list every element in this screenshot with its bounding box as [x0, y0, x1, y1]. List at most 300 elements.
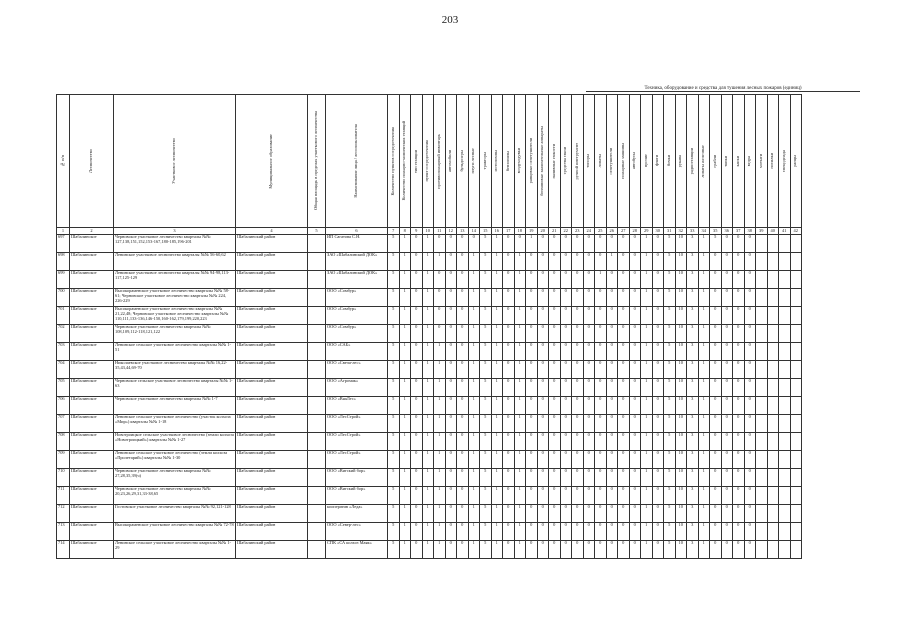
cell-value: 0	[721, 415, 733, 433]
cell-value	[790, 397, 802, 415]
cell-value: 1	[641, 487, 653, 505]
cell-district: Черновское сельское участковое лесничество кварталы №№ 1-63	[114, 379, 236, 397]
cell-value: 0	[595, 505, 607, 523]
cell-district: Ленинское сельское участковое лесничество (земли колхоза «Пролетарий») кварталы №№ 1-30	[114, 451, 236, 469]
cell-value: 0	[572, 343, 584, 361]
cell-no: 710	[57, 469, 70, 487]
cell-value: 0	[537, 235, 549, 253]
cell-value: 0	[572, 541, 584, 559]
cell-value: 5	[664, 433, 676, 451]
cell-value: 1	[491, 397, 503, 415]
cell-value: 0	[526, 541, 538, 559]
cell-value: 1	[468, 289, 480, 307]
cell-value: 0	[721, 235, 733, 253]
column-header	[445, 95, 457, 228]
cell-value: 1	[399, 253, 411, 271]
cell-value: 5	[664, 505, 676, 523]
cell-forestry: Шабалинское	[70, 487, 114, 505]
cell-value: 1	[641, 523, 653, 541]
cell-value: 0	[560, 505, 572, 523]
cell-value: 0	[526, 469, 538, 487]
column-number: 32	[675, 228, 687, 235]
cell-value	[779, 253, 791, 271]
column-header-label: воздуходувки	[516, 148, 522, 174]
cell-value: 1	[641, 451, 653, 469]
cell-value	[767, 343, 779, 361]
cell-value	[767, 433, 779, 451]
cell-value: 0	[526, 271, 538, 289]
column-number: 19	[526, 228, 538, 235]
cell-value: 0	[572, 235, 584, 253]
column-header	[514, 95, 526, 228]
column-number: 5	[308, 228, 326, 235]
table-row	[57, 415, 802, 433]
cell-value	[779, 271, 791, 289]
table-row	[57, 235, 802, 253]
cell-value: 0	[606, 505, 618, 523]
cell-value: 5	[480, 487, 492, 505]
cell-value: 1	[514, 343, 526, 361]
cell-value: 1	[468, 469, 480, 487]
cell-value: 0	[710, 343, 722, 361]
cell-value: 1	[698, 523, 710, 541]
column-header	[326, 95, 388, 228]
column-header	[779, 95, 791, 228]
cell-value: 1	[641, 289, 653, 307]
column-header-label: лопаты	[596, 154, 602, 168]
cell-value: 10	[675, 433, 687, 451]
cell-value: 5	[664, 361, 676, 379]
cell-value: 0	[618, 361, 630, 379]
cell-value: 0	[537, 343, 549, 361]
cell-value: 0	[560, 325, 572, 343]
cell-district: Высокораменское участковое лесничество кварталы №№ 72-78	[114, 523, 236, 541]
cell-no: 714	[57, 541, 70, 559]
cell-value: 0	[572, 271, 584, 289]
cell-value: 1	[514, 451, 526, 469]
cell-value: 0	[606, 415, 618, 433]
cell-value: 0	[710, 523, 722, 541]
cell-value: 0	[618, 505, 630, 523]
cell-value: 0	[526, 379, 538, 397]
column-header-label: противопожарный инвентарь	[435, 133, 441, 189]
column-header-label: плуги лесные	[470, 148, 476, 174]
cell-value: 0	[434, 271, 446, 289]
cell-value: 0	[445, 451, 457, 469]
cell-value: 0	[514, 235, 526, 253]
cell-value: 1	[491, 235, 503, 253]
cell-value: 1	[468, 253, 480, 271]
cell-value: 1	[491, 307, 503, 325]
cell-value: 1	[698, 487, 710, 505]
cell-value: 0	[583, 415, 595, 433]
cell-value: 0	[537, 469, 549, 487]
cell-value: 1	[399, 505, 411, 523]
cell-value: 1	[491, 343, 503, 361]
cell-value: 0	[629, 379, 641, 397]
cell-value: 0	[721, 505, 733, 523]
cell-value: 1	[641, 235, 653, 253]
cell-value: 0	[526, 487, 538, 505]
cell-value: 0	[710, 361, 722, 379]
cell-value: 0	[549, 343, 561, 361]
cell-value: 0	[445, 487, 457, 505]
cell-value: 0	[445, 289, 457, 307]
cell-value: 0	[744, 325, 756, 343]
cell-value	[756, 541, 768, 559]
cell-value: 0	[744, 253, 756, 271]
cell-value: 0	[618, 307, 630, 325]
cell-value: 5	[388, 379, 400, 397]
cell-value: 5	[664, 541, 676, 559]
column-number: 13	[457, 228, 469, 235]
column-header	[618, 95, 630, 228]
cell-value: 1	[514, 379, 526, 397]
cell-value: 1	[434, 469, 446, 487]
cell-value: 0	[618, 253, 630, 271]
cell-value: 0	[549, 325, 561, 343]
cell-value	[790, 307, 802, 325]
cell-value: 0	[629, 361, 641, 379]
column-number: 35	[710, 228, 722, 235]
cell-value: 1	[399, 433, 411, 451]
column-number: 31	[664, 228, 676, 235]
cell-value	[767, 469, 779, 487]
cell-value: 0	[457, 487, 469, 505]
column-header	[236, 95, 308, 228]
cell-district: Высокораменское участковое лесничество кварталы №№ 21,22,48; Черновское участковое лесничество кварталы №№ 110,111,133-136,146-150,160-162,179,199,220,223	[114, 307, 236, 325]
cell-value: 0	[618, 541, 630, 559]
cell-value: 1	[641, 505, 653, 523]
cell-value: 0	[744, 505, 756, 523]
cell-value: 1	[514, 271, 526, 289]
cell-value: 0	[721, 361, 733, 379]
cell-value: 1	[422, 325, 434, 343]
cell-value	[790, 415, 802, 433]
cell-value: 3	[687, 343, 699, 361]
cell-value: 0	[595, 343, 607, 361]
cell-value: 1	[514, 289, 526, 307]
cell-value: 0	[457, 541, 469, 559]
cell-user: ООО «Свеча-лес»	[326, 361, 388, 379]
cell-value: 3	[687, 451, 699, 469]
column-number: 42	[790, 228, 802, 235]
cell-value: 1	[399, 289, 411, 307]
cell-value	[790, 325, 802, 343]
cell-municipality: Шабалинский район	[236, 505, 308, 523]
cell-value: 1	[434, 343, 446, 361]
cell-value: 1	[468, 271, 480, 289]
table-row	[57, 307, 802, 325]
column-header-label: бульдозеры	[458, 150, 464, 172]
cell-value	[767, 325, 779, 343]
cell-user: ООО «Сомбур»	[326, 289, 388, 307]
cell-municipality: Шабалинский район	[236, 415, 308, 433]
cell-value: 1	[422, 379, 434, 397]
column-header-label: мотопомпы	[493, 150, 499, 172]
cell-value: 5	[664, 487, 676, 505]
cell-value: 5	[480, 415, 492, 433]
column-number: 36	[721, 228, 733, 235]
cell-value: 1	[468, 397, 480, 415]
cell-value: 0	[733, 415, 745, 433]
cell-value: 1	[641, 541, 653, 559]
cell-value: 1	[698, 397, 710, 415]
cell-value: 0	[411, 505, 423, 523]
cell-value: 1	[491, 541, 503, 559]
cell-no: 704	[57, 361, 70, 379]
cell-value: 5	[388, 433, 400, 451]
cell-value: 0	[606, 289, 618, 307]
cell-value: 0	[526, 397, 538, 415]
cell-value: 1	[491, 469, 503, 487]
cell-value: 10	[675, 253, 687, 271]
cell-user: ООО «ВяаЛес»	[326, 397, 388, 415]
cell-value: 1	[491, 523, 503, 541]
column-number: 24	[583, 228, 595, 235]
cell-value: 1	[698, 307, 710, 325]
cell-value: 5	[664, 397, 676, 415]
column-header	[308, 95, 326, 228]
cell-value: 1	[698, 235, 710, 253]
column-header	[434, 95, 446, 228]
cell-value: 5	[388, 487, 400, 505]
column-header	[733, 95, 745, 228]
cell-municipality: Шабалинский район	[236, 433, 308, 451]
cell-user: ЗАО «Шабалинский ДОК»	[326, 253, 388, 271]
cell-area	[308, 235, 326, 253]
cell-value: 0	[733, 379, 745, 397]
column-header-label: бензиновые зажигательные аппараты	[539, 126, 545, 196]
column-header	[721, 95, 733, 228]
cell-value	[790, 523, 802, 541]
cell-user: СПК «СА колхоз Маяк»	[326, 541, 388, 559]
column-header	[422, 95, 434, 228]
column-header-label: тяпки	[723, 155, 729, 167]
cell-value: 5	[664, 271, 676, 289]
column-header-label: мотыги	[757, 154, 763, 168]
cell-value: 1	[468, 541, 480, 559]
cell-value: 0	[595, 415, 607, 433]
cell-value: 0	[560, 289, 572, 307]
cell-value: 0	[503, 271, 515, 289]
cell-value: 0	[583, 469, 595, 487]
cell-value: 0	[549, 433, 561, 451]
cell-value: 1	[698, 253, 710, 271]
cell-value: 0	[606, 379, 618, 397]
table-row	[57, 505, 802, 523]
cell-value: 1	[422, 397, 434, 415]
column-header	[756, 95, 768, 228]
cell-value: 0	[537, 325, 549, 343]
cell-user: ООО «ЛесСтрой»	[326, 433, 388, 451]
cell-value: 10	[675, 487, 687, 505]
cell-value: 1	[434, 379, 446, 397]
cell-value: 5	[388, 325, 400, 343]
cell-value: 0	[503, 487, 515, 505]
cell-value	[779, 523, 791, 541]
cell-value	[756, 469, 768, 487]
table-row	[57, 523, 802, 541]
cell-value: 0	[560, 235, 572, 253]
cell-value: 0	[733, 343, 745, 361]
column-header-label: бензопилы	[504, 150, 510, 172]
column-header	[503, 95, 515, 228]
cell-municipality: Шабалинский район	[236, 523, 308, 541]
cell-no: 701	[57, 307, 70, 325]
cell-value: 0	[595, 307, 607, 325]
cell-value: 0	[503, 235, 515, 253]
cell-value: 0	[721, 451, 733, 469]
cell-district: Черновское участковое лесничество кварталы №№ 127,138,151,152,153-167,180-185,196-201	[114, 235, 236, 253]
column-header-label: топоры	[585, 154, 591, 168]
table-row	[57, 541, 802, 559]
column-header	[675, 95, 687, 228]
cell-municipality: Шабалинский район	[236, 325, 308, 343]
cell-value: 0	[572, 505, 584, 523]
cell-value: 0	[744, 235, 756, 253]
cell-area	[308, 451, 326, 469]
cell-value: 10	[675, 541, 687, 559]
cell-value: 1	[422, 415, 434, 433]
cell-value	[767, 397, 779, 415]
column-header	[70, 95, 114, 228]
cell-value: 0	[503, 397, 515, 415]
cell-value: 0	[710, 451, 722, 469]
cell-value: 1	[434, 415, 446, 433]
column-number: 22	[560, 228, 572, 235]
cell-value	[779, 487, 791, 505]
cell-value: 1	[606, 253, 618, 271]
cell-value: 0	[411, 415, 423, 433]
cell-value: 0	[503, 379, 515, 397]
header-row	[57, 95, 802, 228]
column-number: 18	[514, 228, 526, 235]
cell-area	[308, 397, 326, 415]
cell-value: 1	[434, 451, 446, 469]
cell-value	[767, 361, 779, 379]
cell-value: 1	[641, 253, 653, 271]
cell-value	[767, 379, 779, 397]
cell-value: 0	[445, 523, 457, 541]
column-number: 33	[687, 228, 699, 235]
cell-district: Гостовское участковое лесничество кварталы №№ 92,121-128	[114, 505, 236, 523]
column-header-label: рукава	[677, 154, 683, 168]
cell-value: 0	[733, 253, 745, 271]
cell-municipality: Шабалинский район	[236, 487, 308, 505]
cell-value: 1	[641, 469, 653, 487]
cell-value: 0	[733, 433, 745, 451]
cell-value: 1	[698, 271, 710, 289]
cell-district: Высокораменское участковое лесничество кварталы №№ 58-61; Черновское участковое лесничество кварталы №№ 224, 226-229	[114, 289, 236, 307]
cell-value: 0	[595, 253, 607, 271]
cell-value: 0	[503, 253, 515, 271]
column-header	[468, 95, 480, 228]
cell-value	[767, 541, 779, 559]
cell-value	[779, 469, 791, 487]
cell-value: 5	[480, 271, 492, 289]
column-header	[595, 95, 607, 228]
cell-value: 0	[710, 433, 722, 451]
cell-value: 0	[537, 541, 549, 559]
cell-value: 0	[618, 523, 630, 541]
cell-forestry: Шабалинское	[70, 325, 114, 343]
cell-value: 1	[526, 235, 538, 253]
cell-value: 0	[629, 451, 641, 469]
cell-value: 0	[549, 361, 561, 379]
cell-value: 5	[664, 523, 676, 541]
cell-value: 0	[457, 361, 469, 379]
cell-value: 1	[399, 379, 411, 397]
column-header	[491, 95, 503, 228]
cell-value: 0	[629, 469, 641, 487]
table-row	[57, 451, 802, 469]
cell-value: 0	[549, 289, 561, 307]
cell-value: 0	[629, 541, 641, 559]
cell-value: 0	[503, 289, 515, 307]
cell-value: 0	[457, 469, 469, 487]
cell-value: 1	[422, 523, 434, 541]
cell-value: 5	[480, 379, 492, 397]
cell-value: 1	[514, 433, 526, 451]
cell-value: 0	[618, 451, 630, 469]
cell-value: 5	[480, 505, 492, 523]
cell-value: 0	[572, 289, 584, 307]
column-header-label: тракторы	[481, 152, 487, 170]
cell-value: 1	[514, 523, 526, 541]
column-number: 37	[733, 228, 745, 235]
cell-value: 0	[629, 289, 641, 307]
cell-value: 0	[526, 523, 538, 541]
cell-municipality: Шабалинский район	[236, 361, 308, 379]
cell-value: 0	[595, 289, 607, 307]
cell-value	[767, 271, 779, 289]
cell-value: 1	[399, 487, 411, 505]
cell-value: 0	[445, 361, 457, 379]
cell-value: 0	[595, 469, 607, 487]
cell-value: 10	[675, 289, 687, 307]
cell-value: 0	[411, 487, 423, 505]
cell-value: 1	[422, 451, 434, 469]
cell-value	[767, 307, 779, 325]
cell-value: 5	[480, 325, 492, 343]
cell-municipality: Шабалинский район	[236, 307, 308, 325]
cell-value: 0	[457, 235, 469, 253]
cell-value: 5	[480, 253, 492, 271]
cell-value: 5	[388, 307, 400, 325]
cell-value: 0	[721, 433, 733, 451]
cell-value: 0	[411, 325, 423, 343]
cell-value: 1	[514, 541, 526, 559]
cell-value: 0	[710, 271, 722, 289]
cell-value	[779, 505, 791, 523]
cell-municipality: Шабалинский район	[236, 343, 308, 361]
column-header-label: носилки	[769, 153, 775, 169]
cell-value: 10	[675, 505, 687, 523]
cell-district: Черновское участковое лесничество кварталы №№ 1-7	[114, 397, 236, 415]
cell-no: 700	[57, 289, 70, 307]
cell-value: 0	[445, 325, 457, 343]
cell-value: 0	[733, 487, 745, 505]
cell-value: 1	[422, 487, 434, 505]
cell-value	[756, 235, 768, 253]
cell-value: 0	[526, 343, 538, 361]
cell-value: 1	[399, 235, 411, 253]
cell-value: 0	[457, 397, 469, 415]
cell-value: 0	[549, 451, 561, 469]
cell-value: 1	[468, 505, 480, 523]
column-header	[560, 95, 572, 228]
